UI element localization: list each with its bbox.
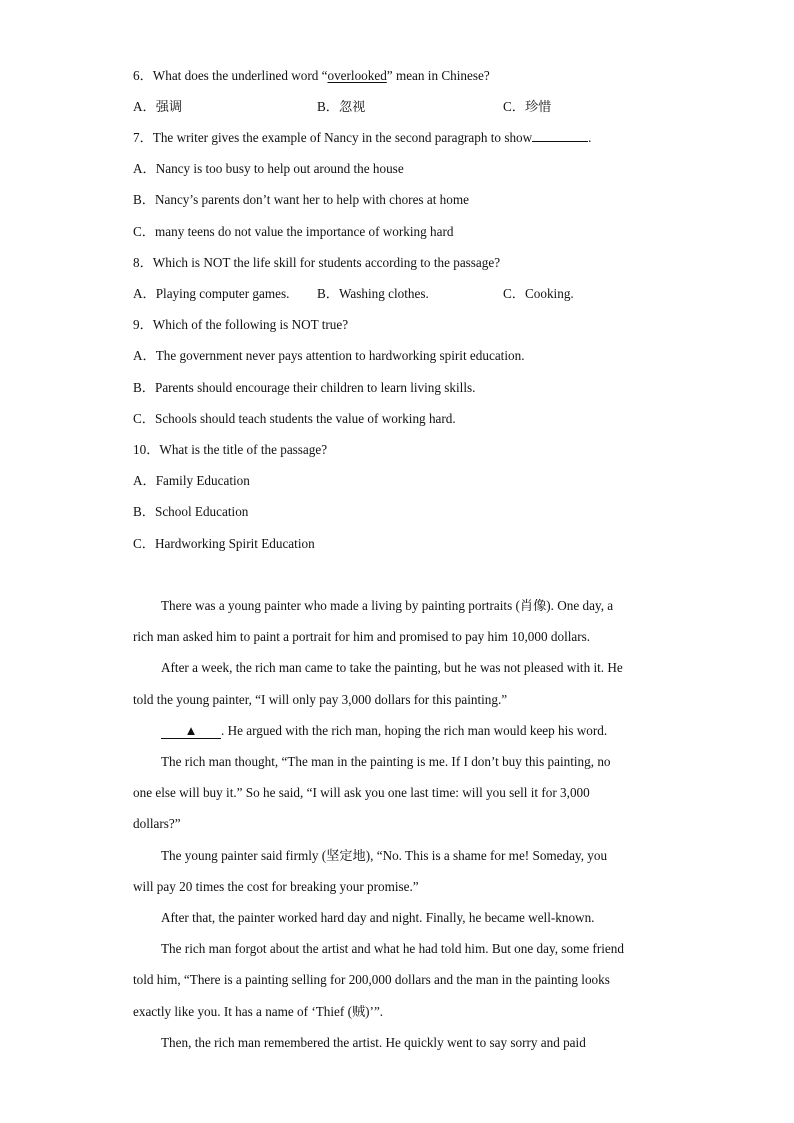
q10-stem: 10．What is the title of the passage? (133, 442, 328, 457)
story-p1-line2: rich man asked him to paint a portrait for him and promised to pay him 10,000 dollars. (133, 629, 591, 644)
story-p2-line1: After a week, the rich man came to take the painting, but he was not pleased with it. He (161, 660, 623, 675)
q8-stem: 8．Which is NOT the life skill for students according to the passage? (133, 255, 501, 270)
q6-option-c: C．珍惜 (503, 99, 552, 114)
story-p4-line3: dollars?” (133, 816, 181, 831)
q7-option-a: A．Nancy is too busy to help out around the house (133, 161, 404, 176)
q6-stem-before: 6．What does the underlined word “ (133, 68, 328, 83)
q7-option-b: B．Nancy’s parents don’t want her to help with chores at home (133, 192, 469, 207)
q9-stem: 9．Which of the following is NOT true? (133, 317, 349, 332)
story-p3-line1 (161, 722, 607, 740)
story-p4-line2: one else will buy it.” So he said, “I will ask you one last time: will you sell it for 3,000 (133, 785, 590, 800)
story-p5-line2: will pay 20 times the cost for breaking your promise.” (133, 879, 419, 894)
q7-answer-blank (532, 129, 588, 142)
story-p5-line1: The young painter said firmly (坚定地), “No. This is a shame for me! Someday, you (161, 848, 608, 863)
q10-option-a: A．Family Education (133, 473, 250, 488)
q7-option-c: C．many teens do not value the importance of working hard (133, 224, 454, 239)
q8-option-a: A．Playing computer games. (133, 286, 290, 301)
q10-option-b: B．School Education (133, 504, 249, 519)
q6-option-a: A．强调 (133, 99, 183, 114)
story-p3-text: . He argued with the rich man, hoping the rich man would keep his word. (221, 723, 608, 738)
q6-stem (133, 67, 490, 85)
story-p7-line2: told him, “There is a painting selling for 200,000 dollars and the man in the painting looks (133, 972, 610, 987)
story-p7-line3: exactly like you. It has a name of ‘Thief (贼)’”. (133, 1004, 384, 1019)
q10-option-c: C．Hardworking Spirit Education (133, 536, 315, 551)
q8-option-c: C．Cooking. (503, 286, 574, 301)
story-p6-line1: After that, the painter worked hard day and night. Finally, he became well-known. (161, 910, 595, 925)
q7-stem (133, 129, 591, 147)
story-p7-line1: The rich man forgot about the artist and what he had told him. But one day, some friend (161, 941, 624, 956)
story-p2-line2: told the young painter, “I will only pay 3,000 dollars for this painting.” (133, 692, 508, 707)
story-p8-line1: Then, the rich man remembered the artist. He quickly went to say sorry and paid (161, 1035, 586, 1050)
story-p4-line1: The rich man thought, “The man in the painting is me. If I don’t buy this painting, no (161, 754, 611, 769)
q9-option-a: A．The government never pays attention to hardworking spirit education. (133, 348, 525, 363)
q7-stem-end: . (588, 130, 592, 145)
story-p1-line1: There was a young painter who made a living by painting portraits (肖像). One day, a (161, 598, 614, 613)
story-answer-blank: ▲ (161, 724, 221, 739)
q7-stem-text: 7．The writer gives the example of Nancy in the second paragraph to show (133, 130, 533, 145)
q9-option-c: C．Schools should teach students the value of working hard. (133, 411, 456, 426)
q6-option-b: B．忽视 (317, 99, 366, 114)
q6-underlined-word: overlooked (327, 68, 387, 83)
q6-stem-after: ” mean in Chinese? (386, 68, 490, 83)
q9-option-b: B．Parents should encourage their children to learn living skills. (133, 380, 476, 395)
q8-option-b: B．Washing clothes. (317, 286, 429, 301)
